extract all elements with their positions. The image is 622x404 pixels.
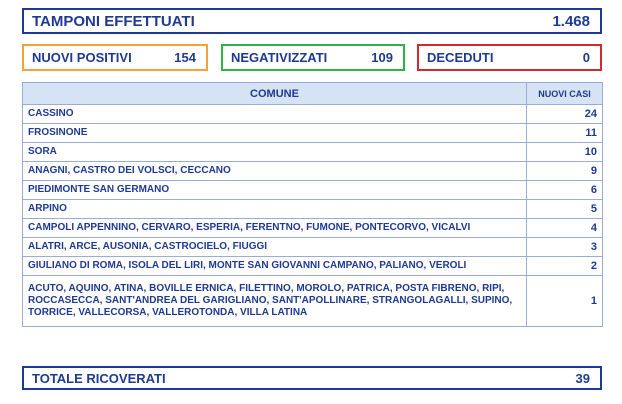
- ricoverati-label: TOTALE RICOVERATI: [32, 370, 166, 386]
- table-row: [23, 143, 603, 162]
- table-row: [23, 105, 603, 124]
- ricoverati-value: 39: [575, 370, 590, 386]
- comune-cell: ALATRI, ARCE, AUSONIA, CASTROCIELO, FIUGGI: [23, 238, 527, 257]
- table-row: [23, 200, 603, 219]
- header-nuovi-casi: NUOVI CASI: [527, 83, 603, 105]
- casi-cell: 6: [527, 181, 603, 200]
- tamponi-effettuati-box: [22, 8, 602, 34]
- casi-cell: 5: [527, 200, 603, 219]
- tamponi-value: 1.468: [552, 12, 590, 30]
- comune-cell: GIULIANO DI ROMA, ISOLA DEL LIRI, MONTE SAN GIOVANNI CAMPANO, PALIANO, VEROLI: [23, 257, 527, 276]
- header-comune: COMUNE: [23, 83, 527, 105]
- casi-cell: 3: [527, 238, 603, 257]
- nuovi-positivi-box: [22, 44, 208, 71]
- casi-cell: 2: [527, 257, 603, 276]
- table-row: [23, 257, 603, 276]
- table-row: [23, 276, 603, 327]
- negativizzati-value: 109: [371, 50, 393, 65]
- negativizzati-box: [221, 44, 405, 71]
- casi-cell: 11: [527, 124, 603, 143]
- totale-ricoverati-box: [22, 366, 602, 390]
- comune-cell: ANAGNI, CASTRO DEI VOLSCI, CECCANO: [23, 162, 527, 181]
- table-row: [23, 219, 603, 238]
- tamponi-label: TAMPONI EFFETTUATI: [32, 12, 195, 30]
- casi-cell: 24: [527, 105, 603, 124]
- comune-cell: PIEDIMONTE SAN GERMANO: [23, 181, 527, 200]
- casi-cell: 4: [527, 219, 603, 238]
- table-row: [23, 162, 603, 181]
- deceduti-box: [417, 44, 602, 71]
- nuovi-positivi-label: NUOVI POSITIVI: [32, 50, 132, 65]
- comune-cell: CASSINO: [23, 105, 527, 124]
- table-header-row: [23, 83, 603, 105]
- deceduti-label: DECEDUTI: [427, 50, 494, 65]
- negativizzati-label: NEGATIVIZZATI: [231, 50, 328, 65]
- table-row: [23, 181, 603, 200]
- deceduti-value: 0: [582, 50, 590, 65]
- table-row: [23, 124, 603, 143]
- comune-cell: CAMPOLI APPENNINO, CERVARO, ESPERIA, FERENTNO, FUMONE, PONTECORVO, VICALVI: [23, 219, 527, 238]
- casi-cell: 9: [527, 162, 603, 181]
- comune-cell: ARPINO: [23, 200, 527, 219]
- cases-by-comune-table: [22, 82, 603, 327]
- comune-cell: ACUTO, AQUINO, ATINA, BOVILLE ERNICA, FILETTINO, MOROLO, PATRICA, POSTA FIBRENO, RIPI, ROCCASECCA, SANT'ANDREA DEL GARIGLIANO, SANT'APOLLINARE, STRANGOLAGALLI, SUPINO, TORRICE, VALLECORSA, VALLEROTONDA, VILLA LATINA: [23, 276, 527, 327]
- casi-cell: 1: [527, 276, 603, 327]
- casi-cell: 10: [527, 143, 603, 162]
- comune-cell: FROSINONE: [23, 124, 527, 143]
- comune-cell: SORA: [23, 143, 527, 162]
- table-row: [23, 238, 603, 257]
- nuovi-positivi-value: 154: [174, 50, 196, 65]
